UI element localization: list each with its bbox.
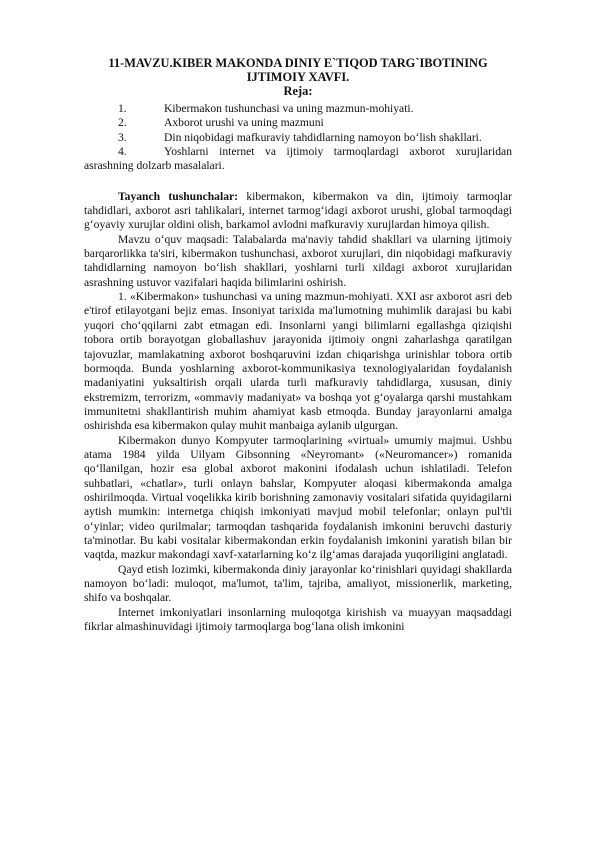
plan-item-text: Din niqobidagi mafkuraviy tahdidlarning namoyon bo‘lish shakllari.	[164, 130, 482, 144]
body-paragraph: 1. «Kibermakon» tushunchasi va uning mazmun-mohiyati. XXI asr axborot asri deb e'tirof etilayotgani bejiz emas. Insoniyat tarixida ma'lumotning muhimlik darajasi bu kabi yuqori cho‘qqilarni zabt etmagan edi. Insonlarni yangi bilimlarni egallashga qiziqishi tobora ortib borayotgan globallashuv jarayonida ijtimoiy ongni zaharlashga qaratilgan tajovuzlar, mamlakatning axborot boshqaruvini izdan chiqarishga urinishlar tobora ortib bormoqda. Bunda yoshlarning axborot-kommunikasiya texnologiyalaridan foydalanish madaniyatini yuksaltirish orqali ularda turli mafkuraviy tahdidlarga, xususan, diniy ekstremizm, terrorizm, «ommaviy madaniyat» va boshqa yot g‘oyalarga qarshi mustahkam immunitetni shakllantirish muhim ahamiyat kasb etmoqda. Bunday jarayonlarni amalga oshirishda esa kibermakon qulay muhit manbaiga aylanib ulgurgan.	[84, 290, 512, 433]
plan-item	[84, 131, 512, 145]
plan-item-number: 3.	[118, 130, 127, 144]
body-paragraph: Kibermakon dunyo Kompyuter tarmoqlarining «virtual» umumiy majmui. Ushbu atama 1984 yilda Uilyam Gibsonning «Neyromant» («Neuromancer») romanida qo‘llanilgan, hozir esa global axborot makonini ifodalash uchun ishlatiladi. Telefon suhbatlari, «chatlar», turli onlayn bahslar, Kompyuter aloqasi kibermakonda amalga oshirilmoqda. Virtual voqelikka kirib borishning zamonaviy vositalari sifatida quyidagilarni aytish mumkin: internetga chiqish imkoniyati mavjud mobil telefonlar; onlayn pul'tli o‘yinlar; video qurilmalar; tarmoqdan tashqarida foydalanish imkonini beruvchi dasturiy ta'minotlar. Bu kabi vositalar kibermakondan erkin foydalanish imkonini yaratish bilan bir vaqtda, mazkur makondagi xavf-xatarlarning ko‘z ilg‘amas darajada yuqoriligini anglatadi.	[84, 433, 512, 562]
plan-list	[84, 102, 512, 174]
plan-item-text: Kibermakon tushunchasi va uning mazmun-mohiyati.	[164, 102, 414, 115]
key-terms-paragraph	[84, 190, 512, 233]
plan-item	[84, 102, 512, 116]
plan-item-number: 2.	[118, 116, 127, 130]
plan-item	[84, 145, 512, 159]
plan-item-text: Axborot urushi va uning mazmuni	[164, 116, 324, 130]
body-paragraph: Qayd etish lozimki, kibermakonda diniy jarayonlar ko‘rinishlari quyidagi shakllarda namoyon bo‘ladi: muloqot, ma'lumot, ta'lim, tajriba, amaliyot, missionerlik, marketing, shifo va boshqalar.	[84, 562, 512, 605]
plan-item	[84, 116, 512, 130]
plan-item-text: Yoshlarni internet va ijtimoiy tarmoqlardagi axborot xurujlaridan	[164, 145, 512, 159]
lecture-title: 11-MAVZU.KIBER MAKONDA DINIY E`TIQOD TARG`IBOTINING	[108, 56, 488, 70]
plan-item-text-continued: asrashning dolzarb masalalari.	[84, 159, 225, 173]
document-page	[84, 56, 512, 634]
key-terms-label: Tayanch tushunchalar:	[118, 189, 238, 203]
body-paragraph: Mavzu o‘quv maqsadi: Talabalarda ma'naviy tahdid shakllari va ularning ijtimoiy barqarorlikka ta'siri, kibermakon tushunchasi, axborot xurujlari, din niqobidagi mafkuraviy tahdidlarning namoyon bo‘lish shakllari, yoshlarni turli xildagi axborot xurujlaridan asrashning ustuvor vazifalari haqida bilimlarini oshirish.	[84, 232, 512, 289]
plan-item-number: 4.	[118, 145, 127, 159]
plan-item-number: 1.	[118, 102, 127, 115]
section-gap	[84, 174, 512, 190]
plan-heading: Reja:	[283, 84, 313, 98]
lecture-title-continued: IJTIMOIY XAVFI.	[246, 70, 350, 84]
body-paragraph: Internet imkoniyatlari insonlarning muloqotga kirishish va muayyan maqsaddagi fikrlar almashinuvidagi ijtimoiy tarmoqlarga bog‘lana olish imkonini	[84, 605, 512, 634]
key-terms-text: kibermakon, kibermakon va din, ijtimoiy tarmoqlar tahdidlari, axborot asri tahlikalari, internet tarmog‘idagi axborot urushi, global tarmoqdagi g‘oyaviy xurujlar oldini olish, barkamol avlodni mafkuraviy xurujlardan himoya qilish.	[84, 189, 512, 232]
